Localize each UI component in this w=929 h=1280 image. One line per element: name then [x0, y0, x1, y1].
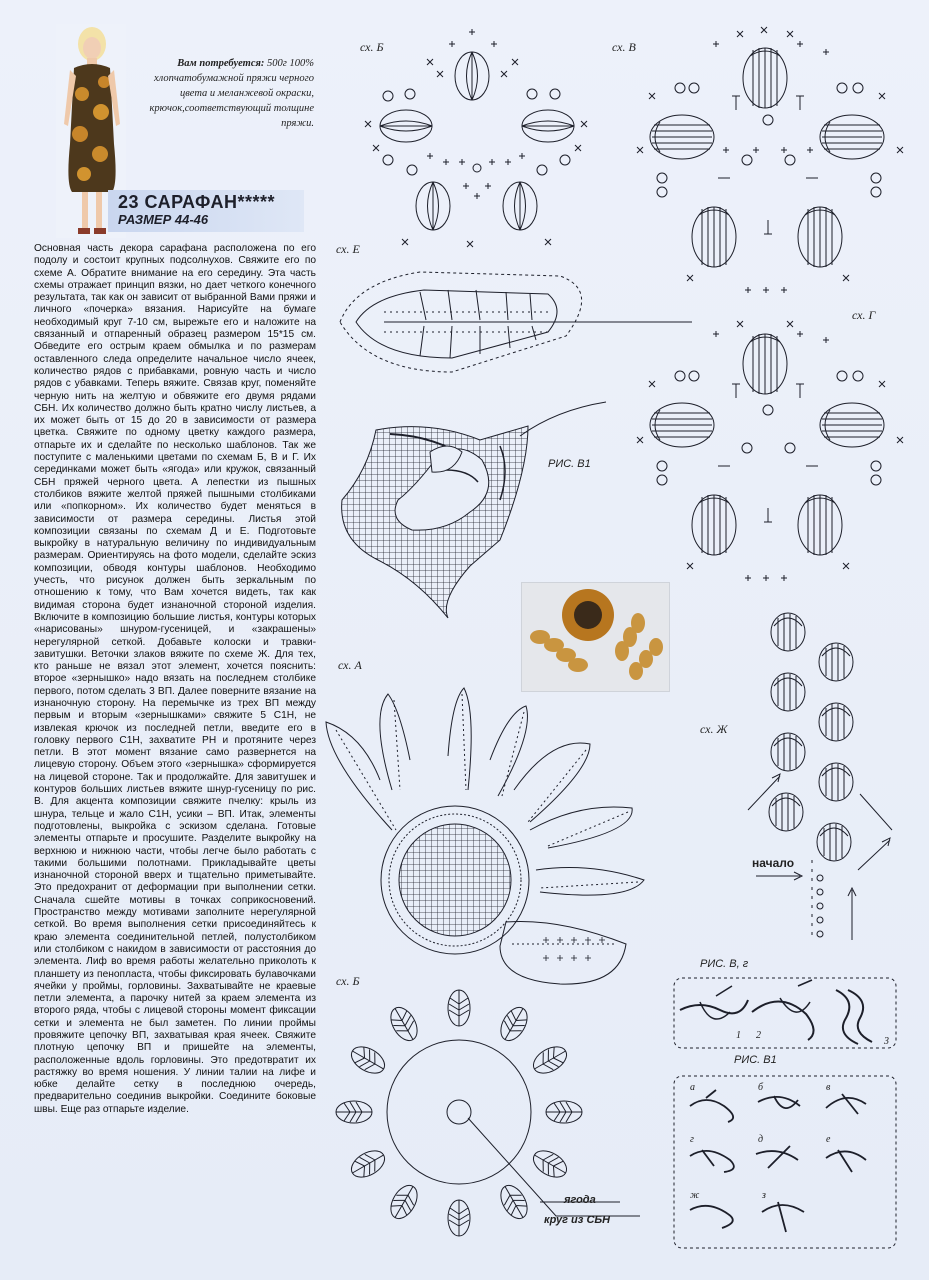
step-g: г — [690, 1134, 694, 1145]
diagram-a-sunflower — [326, 688, 644, 984]
diagram-zh-stalk — [748, 613, 892, 940]
label-sch-e: сх. Е — [336, 242, 360, 256]
label-fig-b1-bottom: РИС. В1 — [734, 1054, 777, 1066]
diagram-b-top — [365, 29, 587, 247]
label-fig-b1-top: РИС. В1 — [548, 458, 591, 470]
step-a: а — [690, 1082, 695, 1093]
instructions-text: Основная часть декора сарафана расположена по его подолу и состоит крупных подсолнухов. Свяжите его по схеме А. Обратите внимание на его середину. Эта часть схемы отражает принцип вязки, но дает четкого конечного результата, так как он зависит от выбранной Вами пряжи и личного «почерка» вязания. Нарисуйте на бумаге необходимый круг 7-10 см, вырежьте его и наложите на связанный и отпаренный образец размером 15*15 см. Обведите его острым краем обмылка и по размерам оставленного следа определите начальное число ячеек, количество рядов с прибавками, ровную часть и число рядов с убавками. Теперь вяжите. Связав круг, поменяйте черную нить на желтую и обвяжите его двумя рядами СБН. Их количество должно быть кратно числу листьев, а их может быть от 15 до 20 в зависимости от размера цветка. Свяжите по одному цветку каждого размера, отпарьте их и сделайте по несколько шаблонов. Так же поступите с маленькими цветами по схемам Б, В и Г. Их серединками может быть «ягода» или кружок, связанный СБН пряжей черного цвета. А лепестки из пышных столбиков вяжите желтой пряжей пышными столбиками или «попкорном». Их количество будет меняться в зависимости от размера середины. Листья этой композиции связаны по схемам Д и Е. Подготовьте выкройку в натуральную величину по индивидуальным размерам. Ориентируясь на фото модели, сделайте эскиз композиции, обводя контуры шаблонов. Необходимо учесть, что рисунок должен быть зеркальным по отношению к тому, что Вам хочется видеть, так как видимая сторона будет изнаночной стороной изделия. Включите в композицию большие листья, контуры которых «нарисованы» шнуром-гусеницей, и «закрашены» нерегулярной сеткой. Добавьте колоски и травки-завитушки. Веточки злаков вяжите по схеме Ж. Для тех, кто раньше не вязал этот элемент, хочется пояснить: второе «зернышко» надо вязать на последнем столбике первого, потом сделать 3 ВП. Далее поверните вязание на изнаночную сторону. На перемычке из трех ВП между первым и вторым «зернышками» свяжите 5 С1Н, не извлекая крючок из последней петли, введите его в головку первого С1Н, захватите РН и протяните через петли. В этот момент вязание само развернется на лицевую сторону. Объем этого «зернышка» сформируется на лицевой стороне. Так и продолжайте. Для завитушек и контуров больших листьев вяжите шнур-гусеницу по рис. В. Для акцента композиции свяжите пчелку: крыль из шнура, тельце и жало С1Н, усики – ВП. Итак, элементы подготовлены, выкройка с эскизом сделана. Готовые элементы отпарьте и просушите. Разделите выкройку на верхнюю и нижнюю части, чтобы легче было работать с такими большими полотнами. Прикладывайте цветы изнаночной стороной вверх и тщательно приметывайте. Это предохранит от деформации при выполнении сетки. Сначала сшейте мотивы в точках соприкосновений. Пространство между мотивами заполните нерегулярной сеткой. Во время выполнения сетки присоединяйтесь к краю элемента соединительной петлей, полустолбиком или столбиком с накидом в зависимости от расстояния до элемента. Лиф во время работы желательно приколоть к планшету из пенопласта, чтобы фиксировать булавочками ячейки у проймы, горловины. Захватывайте не краевые петли элемента, а парочку нитей за краем элемента из второго ряда, чтобы с лицевой стороны момент фиксации сетки и элемента не был заметен. По линии проймы провяжите цепочку ВП, захватывая края ячеек. Свяжите плотную цепочку ВП и пришейте на элементы, расположенные вдоль горловины. Это предотвратит их растяжку во время ношения. У линии талии на лифе и юбке делайте сетку в последнюю очередь, предварительно соединив выкройки. Соедините боковые швы. Еще раз отпарьте изделие. — [34, 243, 319, 1115]
label-sch-b-top: сх. Б — [360, 40, 384, 54]
materials-label: Вам потребуется: — [177, 58, 265, 69]
label-sch-a: сх. А — [338, 658, 362, 672]
label-sch-zh: сх. Ж — [700, 722, 728, 736]
label-start: начало — [752, 856, 795, 870]
materials-text: 500г 100% хлопчатобумажной пряжи черного цвета и меланжевой окраски, крючок,соответствующий толщине пряжи. — [149, 58, 314, 129]
step-b: б — [758, 1082, 764, 1093]
step-zh: ж — [690, 1190, 700, 1201]
step-1: 1 — [736, 1030, 741, 1041]
label-berry: ягода — [564, 1194, 596, 1206]
label-sch-g: сх. Г — [852, 308, 876, 322]
label-sch-v: сх. В — [612, 40, 636, 54]
pattern-size: РАЗМЕР 44-46 — [118, 212, 209, 227]
step-v: в — [826, 1082, 831, 1093]
diagram-v — [637, 27, 903, 293]
label-sch-b-bottom: сх. Б — [336, 974, 360, 988]
diagram-g — [637, 321, 903, 581]
step-3: 3 — [884, 1036, 889, 1047]
pattern-title: 23 САРАФАН***** — [118, 192, 275, 212]
label-sbn-circle: круг из СБН — [544, 1214, 611, 1226]
figure-v-g-cord — [674, 978, 896, 1048]
diagram-e — [340, 272, 694, 372]
step-2: 2 — [756, 1030, 761, 1041]
step-e: е — [826, 1134, 831, 1145]
figure-b1-steps — [674, 1076, 896, 1248]
motifs-photo — [521, 582, 670, 692]
label-fig-v-g: РИС. В, г — [700, 958, 749, 970]
step-z: з — [762, 1190, 766, 1201]
step-d: д — [758, 1134, 764, 1145]
